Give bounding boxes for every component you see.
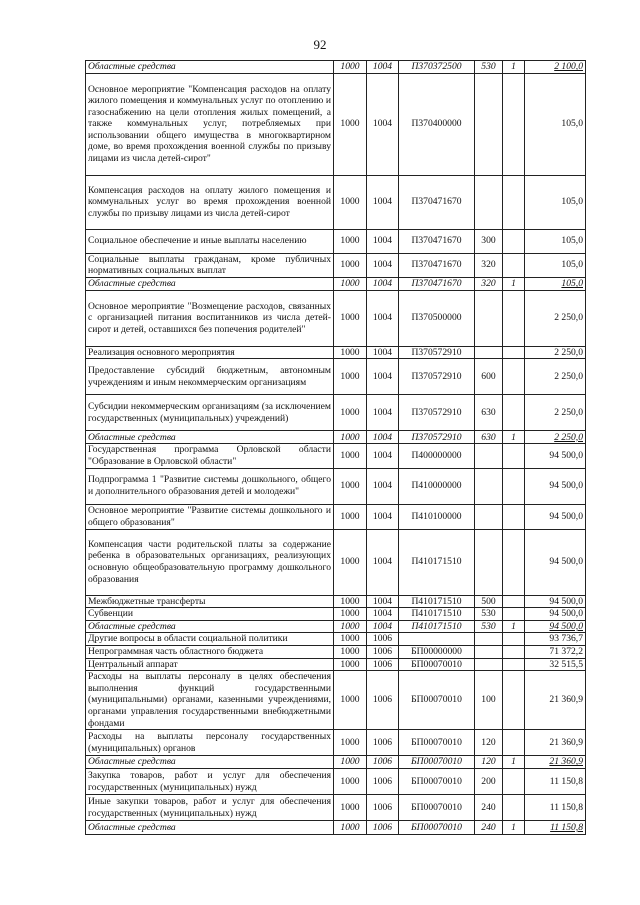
row-description: Субсидии некоммерческим организациям (за исключением государственных (муниципальных) учреждений) bbox=[86, 395, 334, 431]
subsection-code: 1006 bbox=[367, 658, 399, 671]
source-code bbox=[503, 395, 525, 431]
expense-type-code: 320 bbox=[475, 277, 503, 290]
row-description: Иные закупки товаров, работ и услуг для обеспечения государственных (муниципальных) нужд bbox=[86, 795, 334, 821]
target-article-code: П370471670 bbox=[399, 253, 475, 277]
target-article-code: П410100000 bbox=[399, 504, 475, 529]
subsection-code: 1006 bbox=[367, 821, 399, 835]
expense-type-code bbox=[475, 73, 503, 175]
amount: 11 150,8 bbox=[525, 821, 586, 835]
subsection-code: 1004 bbox=[367, 431, 399, 444]
amount: 2 250,0 bbox=[525, 290, 586, 346]
row-description: Реализация основного мероприятия bbox=[86, 346, 334, 359]
subsection-code: 1004 bbox=[367, 61, 399, 74]
target-article-code: БП00070010 bbox=[399, 795, 475, 821]
amount: 11 150,8 bbox=[525, 795, 586, 821]
target-article-code: П370471670 bbox=[399, 175, 475, 229]
source-code: 1 bbox=[503, 821, 525, 835]
target-article-code: П410171510 bbox=[399, 608, 475, 621]
row-description: Другие вопросы в области социальной политики bbox=[86, 633, 334, 646]
table-row bbox=[86, 444, 586, 468]
subsection-code: 1006 bbox=[367, 633, 399, 646]
source-code bbox=[503, 359, 525, 395]
expense-type-code bbox=[475, 645, 503, 658]
expense-type-code bbox=[475, 504, 503, 529]
subsection-code: 1006 bbox=[367, 645, 399, 658]
row-description: Областные средства bbox=[86, 61, 334, 74]
source-code: 1 bbox=[503, 61, 525, 74]
row-description: Расходы на выплаты персоналу в целях обеспечения выполнения функций государственными (муниципальными) органами, казенными учреждениями, органами управления государственными внебюджетными фондами bbox=[86, 671, 334, 730]
table-row-source bbox=[86, 277, 586, 290]
expense-type-code bbox=[475, 468, 503, 504]
section-code: 1000 bbox=[334, 229, 367, 253]
section-code: 1000 bbox=[334, 620, 367, 633]
amount: 21 360,9 bbox=[525, 756, 586, 769]
expense-type-code: 530 bbox=[475, 620, 503, 633]
section-code: 1000 bbox=[334, 730, 367, 756]
expense-type-code: 500 bbox=[475, 595, 503, 608]
budget-table bbox=[85, 60, 586, 835]
row-description: Подпрограмма 1 "Развитие системы дошкольного, общего и дополнительного образования детей и молодежи" bbox=[86, 468, 334, 504]
section-code: 1000 bbox=[334, 359, 367, 395]
row-description: Непрограммная часть областного бюджета bbox=[86, 645, 334, 658]
section-code: 1000 bbox=[334, 290, 367, 346]
subsection-code: 1004 bbox=[367, 359, 399, 395]
section-code: 1000 bbox=[334, 431, 367, 444]
table-row bbox=[86, 769, 586, 795]
expense-type-code bbox=[475, 633, 503, 646]
table-row bbox=[86, 795, 586, 821]
table-row bbox=[86, 73, 586, 175]
amount: 105,0 bbox=[525, 277, 586, 290]
section-code: 1000 bbox=[334, 756, 367, 769]
table-row bbox=[86, 290, 586, 346]
table-row bbox=[86, 671, 586, 730]
source-code bbox=[503, 595, 525, 608]
page-number: 92 bbox=[313, 37, 327, 52]
table-row bbox=[86, 633, 586, 646]
target-article-code: БП00070010 bbox=[399, 756, 475, 769]
expense-type-code: 300 bbox=[475, 229, 503, 253]
table-row-source bbox=[86, 756, 586, 769]
subsection-code: 1004 bbox=[367, 595, 399, 608]
table-row bbox=[86, 395, 586, 431]
target-article-code: П370500000 bbox=[399, 290, 475, 346]
source-code bbox=[503, 175, 525, 229]
expense-type-code: 240 bbox=[475, 795, 503, 821]
section-code: 1000 bbox=[334, 504, 367, 529]
subsection-code: 1004 bbox=[367, 175, 399, 229]
section-code: 1000 bbox=[334, 253, 367, 277]
expense-type-code: 630 bbox=[475, 431, 503, 444]
target-article-code: П370572910 bbox=[399, 359, 475, 395]
target-article-code: П400000000 bbox=[399, 444, 475, 468]
subsection-code: 1004 bbox=[367, 620, 399, 633]
amount: 71 372,2 bbox=[525, 645, 586, 658]
row-description: Областные средства bbox=[86, 756, 334, 769]
source-code bbox=[503, 795, 525, 821]
amount: 94 500,0 bbox=[525, 529, 586, 595]
section-code: 1000 bbox=[334, 73, 367, 175]
amount: 21 360,9 bbox=[525, 730, 586, 756]
expense-type-code bbox=[475, 444, 503, 468]
target-article-code: БП00070010 bbox=[399, 730, 475, 756]
section-code: 1000 bbox=[334, 529, 367, 595]
table-row bbox=[86, 468, 586, 504]
section-code: 1000 bbox=[334, 769, 367, 795]
source-code bbox=[503, 671, 525, 730]
section-code: 1000 bbox=[334, 821, 367, 835]
expense-type-code bbox=[475, 529, 503, 595]
table-row bbox=[86, 608, 586, 621]
subsection-code: 1006 bbox=[367, 671, 399, 730]
target-article-code: П370372500 bbox=[399, 61, 475, 74]
source-code bbox=[503, 468, 525, 504]
section-code: 1000 bbox=[334, 175, 367, 229]
table-row bbox=[86, 175, 586, 229]
row-description: Субвенции bbox=[86, 608, 334, 621]
subsection-code: 1004 bbox=[367, 468, 399, 504]
table-row-source bbox=[86, 821, 586, 835]
target-article-code: П370471670 bbox=[399, 277, 475, 290]
row-description: Основное мероприятие "Компенсация расходов на оплату жилого помещения и коммунальных услуг по отоплению и газоснабжению на цели отопления жилых помещений, а также коммунальных услуг, потребляемых при использовании общего имущества в многоквартирном доме, во время прохождения военной службы по призыву лицами из числа детей-сирот" bbox=[86, 73, 334, 175]
source-code bbox=[503, 529, 525, 595]
row-description: Областные средства bbox=[86, 277, 334, 290]
table-row-source bbox=[86, 431, 586, 444]
source-code bbox=[503, 608, 525, 621]
target-article-code: П410000000 bbox=[399, 468, 475, 504]
expense-type-code: 630 bbox=[475, 395, 503, 431]
table-row bbox=[86, 529, 586, 595]
amount: 94 500,0 bbox=[525, 444, 586, 468]
source-code bbox=[503, 346, 525, 359]
expense-type-code: 240 bbox=[475, 821, 503, 835]
target-article-code: П410171510 bbox=[399, 620, 475, 633]
source-code: 1 bbox=[503, 620, 525, 633]
expense-type-code: 600 bbox=[475, 359, 503, 395]
table-row-source bbox=[86, 620, 586, 633]
table-row bbox=[86, 658, 586, 671]
expense-type-code bbox=[475, 346, 503, 359]
row-description: Социальное обеспечение и иные выплаты населению bbox=[86, 229, 334, 253]
subsection-code: 1004 bbox=[367, 73, 399, 175]
amount: 94 500,0 bbox=[525, 504, 586, 529]
source-code bbox=[503, 769, 525, 795]
row-description: Закупка товаров, работ и услуг для обеспечения государственных (муниципальных) нужд bbox=[86, 769, 334, 795]
section-code: 1000 bbox=[334, 633, 367, 646]
table-row bbox=[86, 346, 586, 359]
target-article-code: П370471670 bbox=[399, 229, 475, 253]
subsection-code: 1006 bbox=[367, 756, 399, 769]
section-code: 1000 bbox=[334, 395, 367, 431]
amount: 105,0 bbox=[525, 73, 586, 175]
source-code bbox=[503, 73, 525, 175]
table-row bbox=[86, 359, 586, 395]
target-article-code: П410171510 bbox=[399, 595, 475, 608]
expense-type-code: 120 bbox=[475, 756, 503, 769]
target-article-code bbox=[399, 633, 475, 646]
amount: 2 250,0 bbox=[525, 431, 586, 444]
expense-type-code bbox=[475, 175, 503, 229]
row-description: Компенсация части родительской платы за содержание ребенка в образовательных организациях, реализующих основную общеобразовательную программу дошкольного образования bbox=[86, 529, 334, 595]
subsection-code: 1004 bbox=[367, 395, 399, 431]
source-code bbox=[503, 253, 525, 277]
row-description: Областные средства bbox=[86, 431, 334, 444]
row-description: Областные средства bbox=[86, 821, 334, 835]
subsection-code: 1004 bbox=[367, 253, 399, 277]
target-article-code: БП00070010 bbox=[399, 658, 475, 671]
amount: 2 250,0 bbox=[525, 359, 586, 395]
section-code: 1000 bbox=[334, 444, 367, 468]
source-code bbox=[503, 658, 525, 671]
amount: 11 150,8 bbox=[525, 769, 586, 795]
expense-type-code: 530 bbox=[475, 608, 503, 621]
row-description: Социальные выплаты гражданам, кроме публичных нормативных социальных выплат bbox=[86, 253, 334, 277]
amount: 105,0 bbox=[525, 253, 586, 277]
table-row-source bbox=[86, 61, 586, 74]
source-code bbox=[503, 730, 525, 756]
table-row bbox=[86, 253, 586, 277]
expense-type-code: 120 bbox=[475, 730, 503, 756]
amount: 94 500,0 bbox=[525, 608, 586, 621]
amount: 2 100,0 bbox=[525, 61, 586, 74]
section-code: 1000 bbox=[334, 595, 367, 608]
source-code: 1 bbox=[503, 431, 525, 444]
table-row bbox=[86, 645, 586, 658]
row-description: Основное мероприятие "Возмещение расходов, связанных с организацией питания воспитанников из числа детей-сирот и детей, оставшихся без попечения родителей" bbox=[86, 290, 334, 346]
row-description: Основное мероприятие "Развитие системы дошкольного и общего образования" bbox=[86, 504, 334, 529]
target-article-code: П370572910 bbox=[399, 395, 475, 431]
amount: 2 250,0 bbox=[525, 346, 586, 359]
amount: 105,0 bbox=[525, 175, 586, 229]
subsection-code: 1004 bbox=[367, 444, 399, 468]
target-article-code: П370572910 bbox=[399, 346, 475, 359]
source-code bbox=[503, 229, 525, 253]
subsection-code: 1004 bbox=[367, 504, 399, 529]
target-article-code: БП00070010 bbox=[399, 821, 475, 835]
amount: 94 500,0 bbox=[525, 595, 586, 608]
subsection-code: 1006 bbox=[367, 730, 399, 756]
amount: 94 500,0 bbox=[525, 620, 586, 633]
section-code: 1000 bbox=[334, 658, 367, 671]
subsection-code: 1004 bbox=[367, 346, 399, 359]
target-article-code: БП00070010 bbox=[399, 671, 475, 730]
amount: 93 736,7 bbox=[525, 633, 586, 646]
row-description: Расходы на выплаты персоналу государственных (муниципальных) органов bbox=[86, 730, 334, 756]
table-row bbox=[86, 229, 586, 253]
row-description: Межбюджетные трансферты bbox=[86, 595, 334, 608]
expense-type-code bbox=[475, 290, 503, 346]
target-article-code: БП00000000 bbox=[399, 645, 475, 658]
source-code: 1 bbox=[503, 277, 525, 290]
target-article-code: П370572910 bbox=[399, 431, 475, 444]
row-description: Компенсация расходов на оплату жилого помещения и коммунальных услуг во время прохождения военной службы по призыву лицами из числа детей-сирот bbox=[86, 175, 334, 229]
amount: 21 360,9 bbox=[525, 671, 586, 730]
source-code bbox=[503, 645, 525, 658]
target-article-code: П370400000 bbox=[399, 73, 475, 175]
table-row bbox=[86, 595, 586, 608]
table-row bbox=[86, 730, 586, 756]
row-description: Государственная программа Орловской области "Образование в Орловской области" bbox=[86, 444, 334, 468]
section-code: 1000 bbox=[334, 61, 367, 74]
section-code: 1000 bbox=[334, 671, 367, 730]
expense-type-code: 530 bbox=[475, 61, 503, 74]
subsection-code: 1004 bbox=[367, 229, 399, 253]
expense-type-code: 100 bbox=[475, 671, 503, 730]
subsection-code: 1004 bbox=[367, 608, 399, 621]
target-article-code: П410171510 bbox=[399, 529, 475, 595]
row-description: Предоставление субсидий бюджетным, автономным учреждениям и иным некоммерческим организациям bbox=[86, 359, 334, 395]
subsection-code: 1006 bbox=[367, 769, 399, 795]
row-description: Областные средства bbox=[86, 620, 334, 633]
expense-type-code: 200 bbox=[475, 769, 503, 795]
subsection-code: 1004 bbox=[367, 277, 399, 290]
amount: 32 515,5 bbox=[525, 658, 586, 671]
expense-type-code: 320 bbox=[475, 253, 503, 277]
expense-type-code bbox=[475, 658, 503, 671]
source-code bbox=[503, 444, 525, 468]
amount: 2 250,0 bbox=[525, 395, 586, 431]
subsection-code: 1006 bbox=[367, 795, 399, 821]
source-code bbox=[503, 504, 525, 529]
section-code: 1000 bbox=[334, 795, 367, 821]
subsection-code: 1004 bbox=[367, 290, 399, 346]
section-code: 1000 bbox=[334, 468, 367, 504]
section-code: 1000 bbox=[334, 645, 367, 658]
source-code bbox=[503, 290, 525, 346]
target-article-code: БП00070010 bbox=[399, 769, 475, 795]
section-code: 1000 bbox=[334, 346, 367, 359]
amount: 94 500,0 bbox=[525, 468, 586, 504]
row-description: Центральный аппарат bbox=[86, 658, 334, 671]
source-code bbox=[503, 633, 525, 646]
source-code: 1 bbox=[503, 756, 525, 769]
table-row bbox=[86, 504, 586, 529]
section-code: 1000 bbox=[334, 608, 367, 621]
amount: 105,0 bbox=[525, 229, 586, 253]
subsection-code: 1004 bbox=[367, 529, 399, 595]
section-code: 1000 bbox=[334, 277, 367, 290]
